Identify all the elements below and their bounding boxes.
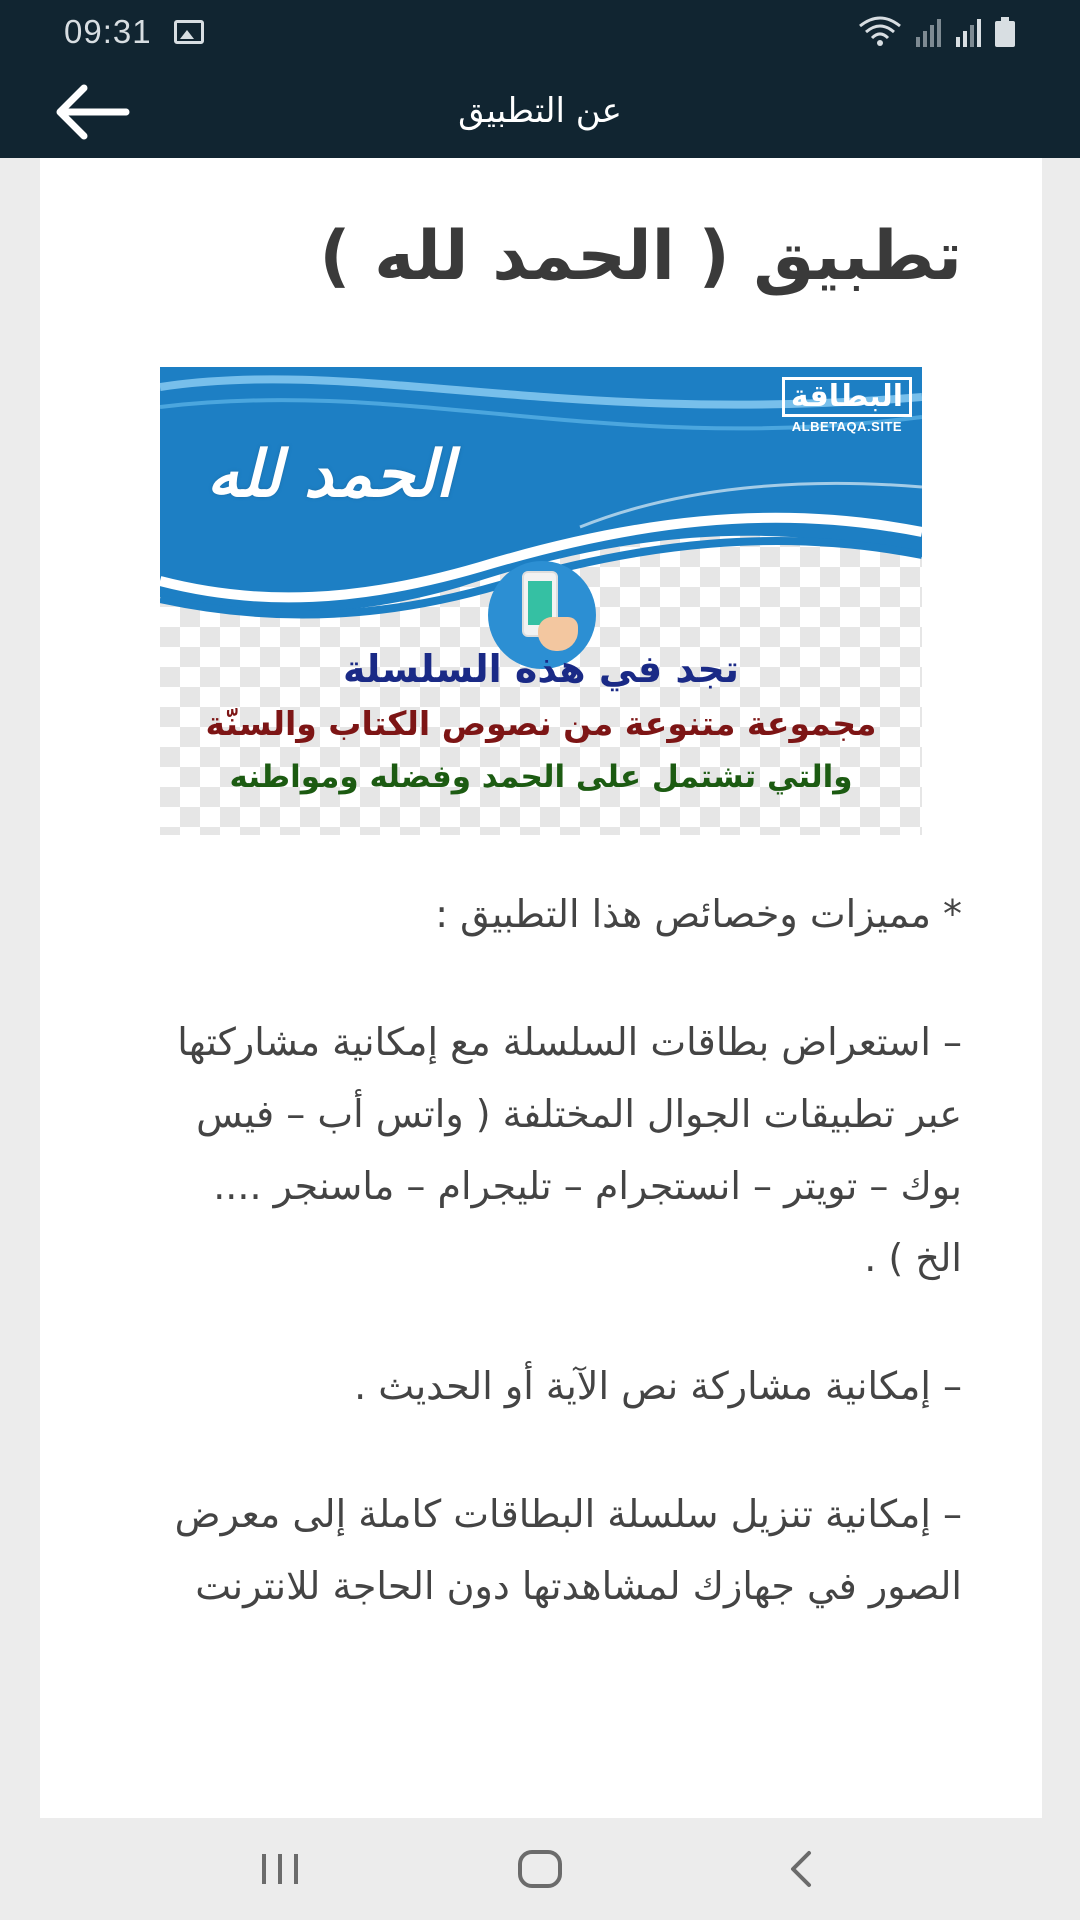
banner-image (160, 367, 922, 835)
content-card (40, 158, 1042, 1818)
brand-logo: البطاقة ALBETAQA.SITE (782, 377, 912, 434)
recent-apps-icon (258, 1852, 302, 1886)
page-title: تطبيق ( الحمد لله ) (319, 217, 962, 296)
navigation-bar (0, 1818, 1080, 1920)
battery-icon (994, 16, 1016, 48)
back-nav-button[interactable] (755, 1834, 845, 1904)
feature-paragraph: – إمكانية تنزيل سلسلة البطاقات كاملة إلى معرض الصور في جهازك لمشاهدتها دون الحاجة للانترنت (174, 1492, 962, 1608)
banner-line-1: تجد في هذه السلسلة (342, 647, 740, 691)
image-notification-icon (174, 20, 204, 44)
features-heading: * مميزات وخصائص هذا التطبيق : (435, 892, 962, 936)
banner-line-3: والتي تشتمل على الحمد وفضله ومواطنه (229, 759, 853, 795)
recent-apps-button[interactable] (235, 1834, 325, 1904)
feature-paragraph: – استعراض بطاقات السلسلة مع إمكانية مشاركتها عبر تطبيقات الجوال المختلفة ( واتس أب – فيس بوك – تويتر – انستجرام – تليجرام – ماسنجر .... الخ ) . (177, 1020, 962, 1280)
banner-line-2: مجموعة متنوعة من نصوص الكتاب والسنّة (205, 704, 877, 743)
feature-paragraph: – إمكانية مشاركة نص الآية أو الحديث . (354, 1364, 962, 1408)
status-bar (0, 0, 1080, 64)
status-time: 09:31 (64, 13, 152, 50)
app-title: عن التطبيق (458, 91, 622, 131)
signal-icon-1 (914, 17, 942, 47)
back-button[interactable] (50, 82, 134, 142)
signal-icon-2 (954, 17, 982, 47)
home-button[interactable] (495, 1834, 585, 1904)
arrow-left-icon (54, 84, 130, 140)
home-icon (517, 1849, 563, 1889)
chevron-left-icon (785, 1849, 815, 1889)
status-icons (858, 16, 1016, 48)
wifi-icon (858, 16, 902, 48)
content-header (160, 158, 962, 298)
calligraphy-text: الحمد لله (206, 437, 454, 512)
body-text (160, 878, 962, 1678)
app-bar (0, 64, 1080, 158)
